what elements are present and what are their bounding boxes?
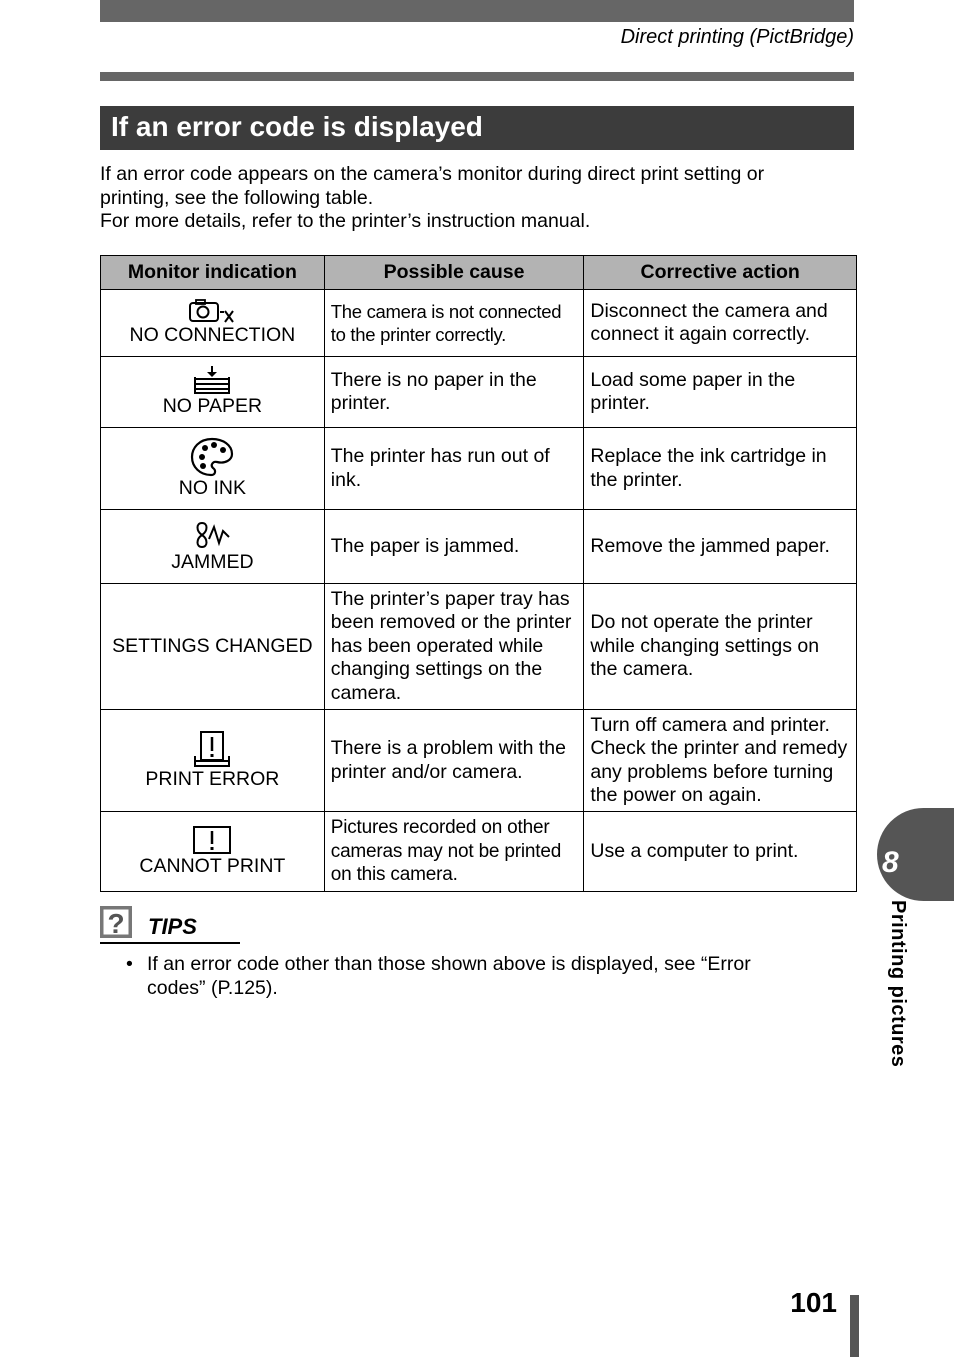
monitor-cell bbox=[101, 510, 325, 584]
tips-item: If an error code other than those shown above is displayed, see “Error codes” (P.125). bbox=[147, 953, 751, 999]
tips-heading bbox=[100, 906, 240, 944]
header-rule bbox=[100, 72, 854, 81]
page-number-bar bbox=[850, 1295, 859, 1357]
header-corrective-action: Corrective action bbox=[584, 256, 857, 290]
table-row bbox=[101, 584, 857, 710]
intro-paragraph-1: If an error code appears on the camera’s monitor during direct print setting or printing, see the following table. bbox=[100, 163, 765, 209]
monitor-cell bbox=[101, 812, 325, 892]
table-row bbox=[101, 357, 857, 428]
monitor-label: NO INK bbox=[178, 476, 246, 499]
monitor-label: CANNOT PRINT bbox=[139, 854, 286, 877]
page-number: 101 bbox=[790, 1287, 837, 1318]
monitor-label: JAMMED bbox=[171, 550, 254, 573]
print-error-icon bbox=[192, 730, 232, 768]
monitor-cell bbox=[101, 290, 325, 357]
monitor-cell bbox=[101, 357, 325, 428]
table-row bbox=[101, 812, 857, 892]
monitor-cell bbox=[101, 584, 325, 710]
intro-paragraph-2: For more details, refer to the printer’s instruction manual. bbox=[100, 210, 591, 232]
header-possible-cause: Possible cause bbox=[324, 256, 584, 290]
cause-cell: There is no paper in the printer. bbox=[324, 357, 584, 428]
bullet-marker: • bbox=[126, 953, 133, 975]
table-row bbox=[101, 428, 857, 510]
action-cell: Use a computer to print. bbox=[584, 812, 857, 892]
cause-cell: The camera is not connected to the printer correctly. bbox=[324, 290, 584, 357]
table-row bbox=[101, 290, 857, 357]
camera-disconnect-icon bbox=[188, 298, 236, 324]
cause-cell: The paper is jammed. bbox=[324, 510, 584, 584]
cause-cell: The printer has run out of ink. bbox=[324, 428, 584, 510]
cause-cell: Pictures recorded on other cameras may not be printed on this camera. bbox=[324, 812, 584, 892]
svg-text:?: ? bbox=[107, 908, 125, 938]
monitor-cell bbox=[101, 428, 325, 510]
section-title: If an error code is displayed bbox=[100, 106, 854, 150]
action-cell: Disconnect the camera and connect it again correctly. bbox=[584, 290, 857, 357]
action-cell: Turn off camera and printer. Check the printer and remedy any problems before turning the power on again. bbox=[584, 710, 857, 812]
action-cell: Do not operate the printer while changing settings on the camera. bbox=[584, 584, 857, 710]
cause-cell: There is a problem with the printer and/or camera. bbox=[324, 710, 584, 812]
intro-text bbox=[100, 163, 830, 234]
action-cell: Remove the jammed paper. bbox=[584, 510, 857, 584]
ink-palette-icon bbox=[189, 437, 235, 477]
table-header-row bbox=[101, 256, 857, 290]
paper-tray-icon bbox=[192, 365, 232, 395]
tips-label: TIPS bbox=[148, 914, 197, 939]
action-cell: Replace the ink cartridge in the printer. bbox=[584, 428, 857, 510]
question-mark-icon bbox=[100, 906, 132, 938]
table-row bbox=[101, 710, 857, 812]
cause-cell: The printer’s paper tray has been removed or the printer has been operated while changing settings on the camera. bbox=[324, 584, 584, 710]
chapter-number: 8 bbox=[882, 846, 899, 879]
error-code-table bbox=[100, 255, 857, 892]
paper-jam-icon bbox=[192, 519, 232, 551]
monitor-label: NO PAPER bbox=[162, 395, 263, 418]
monitor-label: SETTINGS CHANGED bbox=[112, 634, 313, 657]
top-header-bar bbox=[100, 0, 854, 22]
table-row bbox=[101, 510, 857, 584]
header-monitor-indication: Monitor indication bbox=[101, 256, 325, 290]
monitor-label: PRINT ERROR bbox=[145, 767, 280, 790]
running-title: Direct printing (PictBridge) bbox=[620, 26, 854, 48]
cannot-print-icon bbox=[192, 825, 232, 855]
chapter-title: Printing pictures bbox=[887, 900, 909, 1068]
monitor-cell bbox=[101, 710, 325, 812]
monitor-label: NO CONNECTION bbox=[129, 324, 296, 347]
action-cell: Load some paper in the printer. bbox=[584, 357, 857, 428]
